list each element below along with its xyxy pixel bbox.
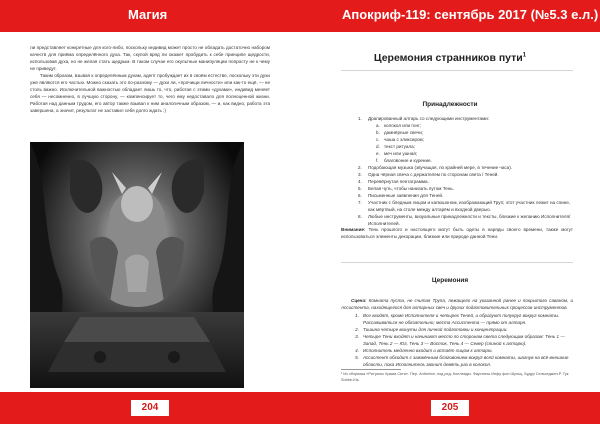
left-header-band (0, 0, 300, 32)
title-footnote-mark: 1 (522, 52, 527, 59)
footnote-divider (341, 369, 401, 370)
right-header-title: Апокриф-119: сентябрь 2017 (№5.3 е.л.) (342, 7, 599, 22)
list-item: 3. Одна чёрная свеча с держателем по сторонам света / Теней. (358, 172, 499, 177)
left-footer-band (0, 392, 300, 424)
list-item: 7. Участник с бледным лицом и капюшоном, изображающий Труп; этот участник лежит на спине, как мёртвый, на столе между алтарём и входной дверью. (358, 200, 571, 212)
right-page-number: 205 (431, 400, 469, 416)
accessories-list (358, 115, 573, 227)
list-subitem: e. меч или ушная; (376, 151, 418, 156)
left-paragraph-2: Таким образом, взывая к определённым духам, адепт пробуждает их в своём естестве, поскольку эти духи уже являются его частью. Можно сказать это по-разному — духи ли, «прочищи личности» или как-то ещё, — не столь важно. Исключительной важностью обладает лишь то, что, работая с этими «духами», индивид меняет себя — несомненно, в лучшую сторону, — компенсирует то, чего ему недоставало для полноценной жизни. Работая над данным трудом, его автор также взывал к ним аналогичным образом, — и, как видно, работа эта завершена, а значит, результат не заставил себя долго ждать :) (30, 73, 270, 113)
accessories-heading: Принадлежности (422, 101, 478, 108)
left-page-number: 204 (131, 400, 169, 416)
left-header-title: Магия (128, 7, 168, 22)
right-footer-band (300, 392, 600, 424)
ceremony-steps (341, 312, 573, 368)
list-subitem: d. текст ритуала; (376, 144, 415, 149)
footnote: ¹ Из сборника «Ритуалы Храма Сета». Пер. Anthelion, под ред. Коллеады. Фаустины Инфу фон Шульц, Будур Сельседжен-Р. Тук Sobbe-Kis. (341, 372, 569, 382)
article-title-text: Церемония странников пути (373, 52, 523, 64)
scene-text: Комната пуста, не считая Трупа, лежащего на указанной ранее и покрытого саваном, и Ассистента, находящегося для алтарных свеч и других подготовительных процессов инструментов. (341, 298, 573, 310)
step-item: 5. Ассистент обходит с зажжённым благовонием вокруг всей комнаты, шагнув на всё внешние области, пока Исполнитель звонит девять раз в колокол. (355, 355, 569, 367)
step-item: 4. Исполнитель медленно входит и встаёт лицом к алтарю. (355, 348, 493, 353)
list-item: 5. Белая чуть, чтобы нанизать путом Тень. (358, 186, 455, 191)
scene-paragraph (341, 297, 573, 311)
step-item: 1. Все входят, кроме Исполнителя и четырех Теней, и образуют полукруг вокруг комнаты. Рассаживаться не обязательно; места Ассистента — прямо от алтаря. (355, 313, 560, 325)
list-subitem: a. колокол или гонг; (376, 123, 421, 128)
step-item: 3. Четыре Тени входят и начинают место по сторонам света следующим образом: Тень 1 — Запад, Тень 2 — Юг, Тень 3 — Восток, Тень 4 — Север (спиной к алтарю). (355, 334, 565, 346)
step-item: 2. Тишина четыре минуты для личной подготовки и концентрации. (355, 327, 508, 332)
left-body-text (30, 44, 270, 114)
left-paragraph-1: ли представляет конкретные для кого-либо, поскольку индивид может просто не обладать достаточно набором качеств для приёма определённого духа. Так, скупой вряд ли окажет пробудить к себе принципе щедрости, использовав духа, но не желая стать щедрым. В таком случае его окультные манипуляции попросту не к чему не приведут. (30, 45, 270, 71)
note-paragraph (341, 226, 573, 240)
artwork-illustration (30, 142, 244, 388)
list-item: 4. Перевёрнутая пентаграмма. (358, 179, 429, 184)
list-item: 6. Письменные заявления для Теней. (358, 193, 444, 198)
list-item: 8. Любые инструменты, визуальные принадлежности и тексты, близкие к желанию Исполнителя/Исполнителей. (358, 214, 571, 226)
demon-throne-artwork (30, 142, 244, 388)
list-subitem: f. благовоние и курение. (376, 158, 432, 163)
ceremony-section (341, 297, 573, 368)
scene-label: Сцена: (351, 298, 367, 303)
ceremony-heading: Церемония (431, 277, 469, 284)
section-divider (341, 262, 573, 263)
list-item: 1. Драпированный алтарь со следующими инструментами: (358, 116, 490, 121)
article-title (300, 52, 600, 64)
list-subitem: b. дамнёрные свечи; (376, 130, 424, 135)
note-label: Внимание: (341, 227, 366, 232)
right-header-band (300, 0, 600, 32)
title-divider (341, 70, 573, 71)
right-page (300, 0, 600, 424)
note-text: Тень прошлого и настоящего могут быть одеты в наряды своего времени, также могут использоваться элементы декорации, близкие или природе данной Тени. (341, 227, 574, 239)
list-subitem: c. чаша с эликсиром; (376, 137, 424, 142)
list-item: 2. Подобающая музыка (звучащая, по крайней мере, в течение часа). (358, 165, 513, 170)
